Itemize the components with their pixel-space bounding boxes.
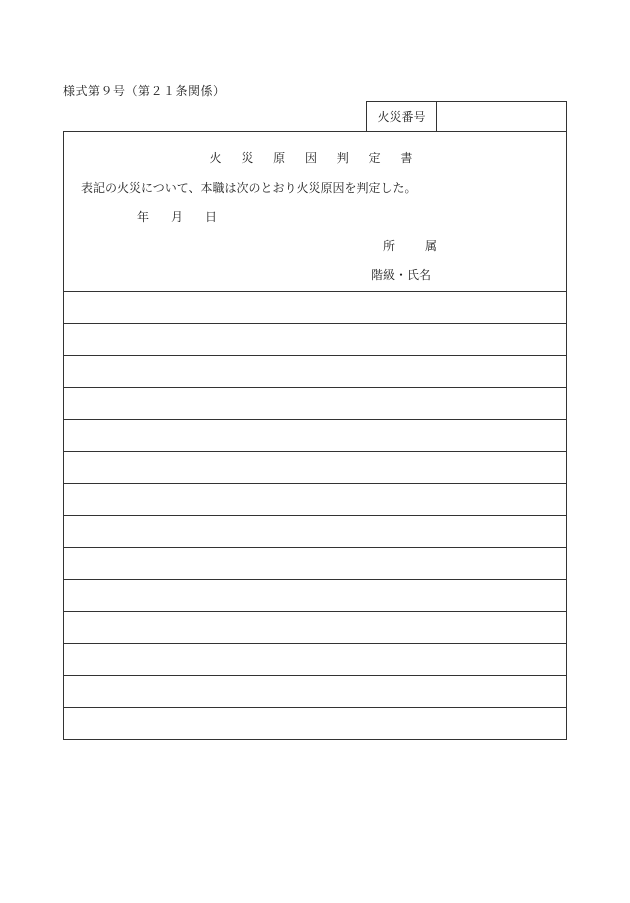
writing-line[interactable] [64, 516, 566, 548]
writing-line[interactable] [64, 548, 566, 580]
month-label: 月 [171, 210, 184, 224]
writing-line[interactable] [64, 292, 566, 324]
writing-line[interactable] [64, 420, 566, 452]
date-line [137, 208, 217, 225]
writing-line[interactable] [64, 708, 566, 739]
writing-line[interactable] [64, 356, 566, 388]
affiliation-char-2: 属 [425, 239, 438, 253]
judgment-statement: 表記の火災について、本職は次のとおり火災原因を判定した。 [81, 181, 417, 195]
fire-number-label: 火災番号 [366, 101, 437, 131]
fire-number-field[interactable] [437, 101, 567, 131]
writing-line[interactable] [64, 452, 566, 484]
writing-line[interactable] [64, 676, 566, 708]
judgment-form [63, 131, 567, 740]
writing-line[interactable] [64, 324, 566, 356]
writing-line[interactable] [64, 484, 566, 516]
fire-number-box [366, 101, 567, 131]
document-title: 火 災 原 因 判 定 書 [209, 151, 421, 165]
writing-line[interactable] [64, 612, 566, 644]
writing-line[interactable] [64, 580, 566, 612]
writing-line[interactable] [64, 388, 566, 420]
writing-line[interactable] [64, 644, 566, 676]
rank-name-label: 階級・氏名 [371, 268, 432, 282]
year-label: 年 [137, 210, 150, 224]
day-label: 日 [205, 210, 218, 224]
affiliation-label [383, 237, 437, 254]
affiliation-char-1: 所 [383, 239, 396, 253]
form-header [64, 132, 566, 292]
form-number-label: 様式第９号（第２１条関係） [63, 84, 226, 98]
